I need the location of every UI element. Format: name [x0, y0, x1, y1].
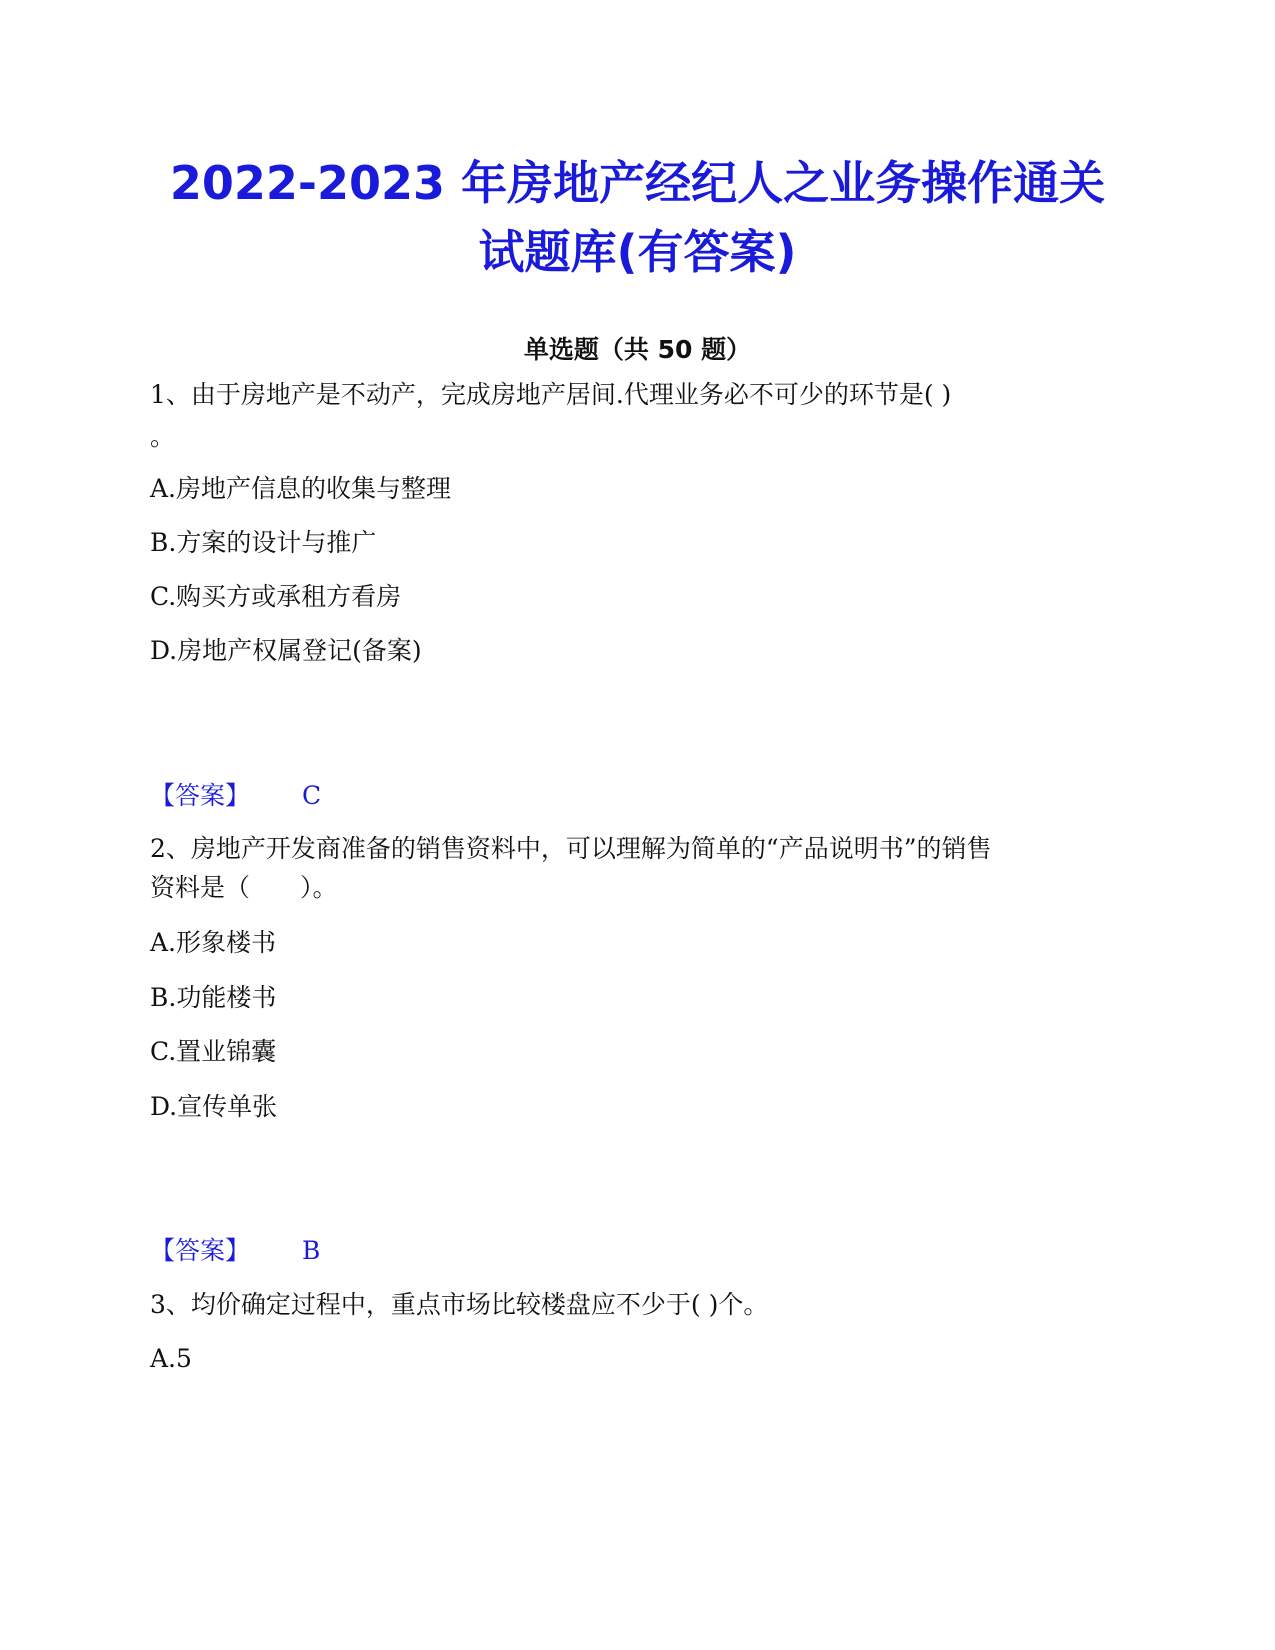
question-1-stem-line-2: 。 — [150, 422, 176, 451]
section-heading: 单选题（共 50 题） — [523, 335, 752, 364]
question-2-stem-line-2: 资料是（ ）。 — [150, 873, 338, 902]
question-1-option-b: B.方案的设计与推广 — [150, 528, 377, 557]
question-1-option-d: D.房地产权属登记(备案) — [150, 636, 422, 665]
question-2-stem-line-1: 2、房地产开发商准备的销售资料中，可以理解为简单的“产品说明书”的销售 — [150, 834, 992, 863]
question-1-stem-line-1: 1、由于房地产是不动产，完成房地产居间.代理业务必不可少的环节是( ) — [150, 380, 952, 409]
answer-label: 【答案】 — [150, 781, 251, 810]
answer-value: C — [302, 781, 322, 810]
document-title-line-2: 试题库(有答案) — [478, 225, 797, 279]
question-2-option-d: D.宣传单张 — [150, 1092, 278, 1121]
question-2-option-a: A.形象楼书 — [150, 928, 277, 957]
question-1-option-c: C.购买方或承租方看房 — [150, 582, 402, 611]
answer-value: B — [302, 1236, 321, 1265]
question-2-answer — [150, 1234, 320, 1268]
question-2-option-c: C.置业锦囊 — [150, 1037, 277, 1066]
question-3-stem-line-1: 3、均价确定过程中，重点市场比较楼盘应不少于( )个。 — [150, 1290, 769, 1319]
answer-label: 【答案】 — [150, 1236, 251, 1265]
document-title-line-1: 2022-2023 年房地产经纪人之业务操作通关 — [169, 156, 1106, 210]
question-3-option-a: A.5 — [150, 1344, 192, 1373]
question-2-option-b: B.功能楼书 — [150, 983, 277, 1012]
question-1-option-a: A.房地产信息的收集与整理 — [150, 474, 452, 503]
question-1-answer — [150, 779, 321, 813]
